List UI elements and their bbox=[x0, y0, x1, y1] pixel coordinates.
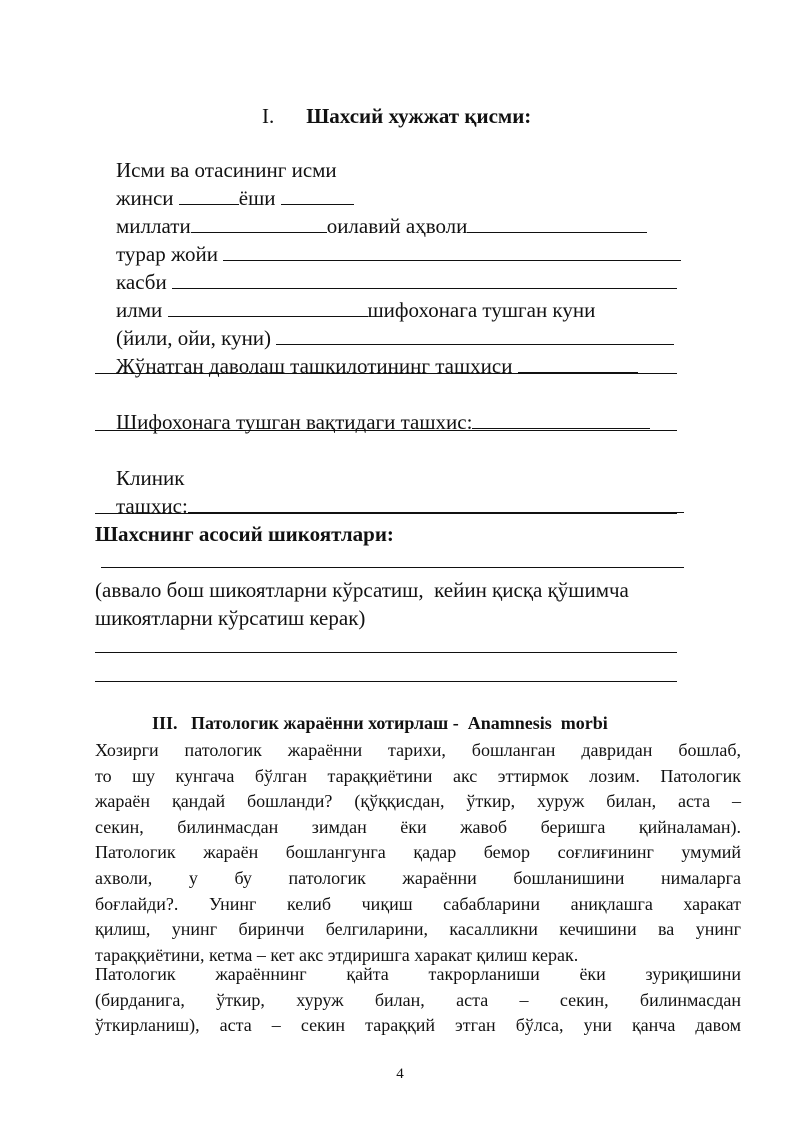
nationality-label: миллати bbox=[116, 214, 191, 238]
complaints-line-1[interactable] bbox=[101, 567, 684, 568]
page-number: 4 bbox=[396, 1066, 404, 1082]
complaints-line-3[interactable] bbox=[95, 681, 677, 682]
section-1-number: I. bbox=[262, 104, 275, 128]
paragraph-line: қилиш, унинг биринчи белгиларини, касалликни кечишини ва унинг bbox=[95, 919, 741, 940]
age-label: ёши bbox=[238, 186, 276, 210]
section-3-heading: III. Патологик жараённи хотирлаш - Anamnesis morbi bbox=[152, 713, 608, 733]
referral-label: Жўнатган даволаш ташкилотининг ташхиси bbox=[116, 354, 513, 378]
clinical-label-2: ташхис: bbox=[116, 494, 188, 518]
referral-field[interactable] bbox=[518, 354, 638, 373]
job-label: касби bbox=[116, 270, 167, 294]
anamnesis-paragraph-2 bbox=[95, 962, 741, 1039]
paragraph-line: ўткирланиш), аста – секин тараққий этган бўлса, уни қанча давом bbox=[95, 1015, 741, 1036]
paragraph-line: Хозирги патологик жараённи тарихи, бошланган давридан бошлаб, bbox=[95, 740, 741, 760]
paragraph-line: то шу кунгача бўлган тараққиётини акс эттирмок лозим. Патологик bbox=[95, 765, 741, 786]
clinical-field[interactable] bbox=[188, 494, 684, 513]
paragraph-line: боғлайди?. Унинг келиб чиқиш сабабларини аниқлашга харакат bbox=[95, 893, 741, 914]
marital-label: оилавий аҳволи bbox=[326, 214, 468, 238]
complaints-note-2: шикоятларни кўрсатиш керак) bbox=[95, 606, 366, 630]
sex-label: жинси bbox=[116, 186, 174, 210]
paragraph-line: (бирданига, ўткир, хуруж билан, аста – секин, билинмасдан bbox=[95, 989, 741, 1010]
name-label: Исми ва отасининг исми bbox=[116, 158, 337, 182]
paragraph-line: ахволи, у бу патологик жараённи бошланишини нималарга bbox=[95, 867, 741, 888]
referral-line-2[interactable] bbox=[95, 373, 677, 374]
paragraph-line: Патологик жараённинг қайта такрорланиши ёки зуриқишини bbox=[95, 964, 741, 984]
paragraph-line: секин, билинмасдан зимдан ёки жавоб беришга қийналаман). bbox=[95, 816, 741, 837]
education-label: илми bbox=[116, 298, 163, 322]
complaints-heading: Шахснинг асосий шикоятлари: bbox=[95, 522, 394, 546]
complaints-line-2[interactable] bbox=[95, 652, 677, 653]
complaints-note-1: (аввало бош шикоятларни кўрсатиш, кейин қисқа қўшимча bbox=[95, 578, 629, 602]
anamnesis-paragraph-1 bbox=[95, 738, 741, 968]
admission-dx-label: Шифохонага тушган вақтидаги ташхис: bbox=[116, 410, 473, 434]
section-1-heading bbox=[262, 104, 531, 129]
paragraph-line: жараён қандай бошланди? (қўққисдан, ўткир, хуруж билан, аста – bbox=[95, 791, 741, 812]
admission-dx-field[interactable] bbox=[472, 410, 650, 429]
date-hint: (йили, ойи, куни) bbox=[116, 326, 272, 350]
paragraph-line: тараққиётини, кетма – кет акс этдиришга харакат қилиш керак. bbox=[95, 944, 579, 965]
paragraph-line: Патологик жараён бошлангунга қадар бемор соғлиғининг умумий bbox=[95, 842, 741, 863]
admission-dx-line-2[interactable] bbox=[95, 430, 677, 431]
clinical-line-2[interactable] bbox=[95, 513, 677, 514]
address-label: турар жойи bbox=[116, 242, 218, 266]
section-1-title: Шахсий хужжат қисми: bbox=[306, 104, 532, 128]
admission-label: шифохонага тушган куни bbox=[367, 298, 596, 322]
clinical-label-1: Клиник bbox=[116, 466, 185, 490]
